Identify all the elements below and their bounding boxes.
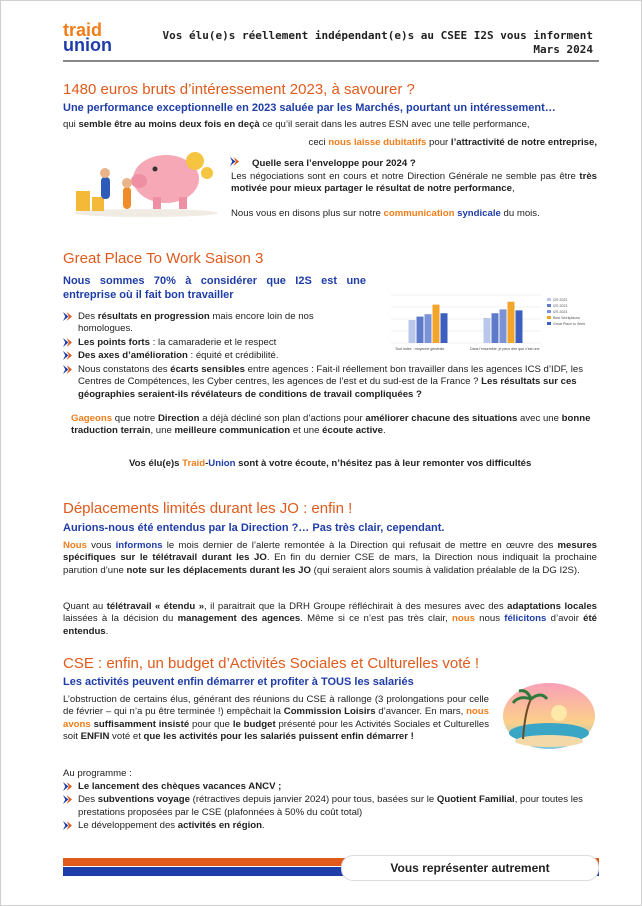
header-text: [163, 29, 593, 57]
chart-category-label: Dans l’ensemble, je peux dire que c’est une: [470, 347, 540, 351]
chart-legend-label: Best Workplaces: [553, 316, 580, 320]
chart-legend-label: I2S 2022: [553, 298, 568, 302]
chart-bar: [441, 313, 448, 343]
chart-legend-swatch: [547, 322, 551, 325]
section3-p1: Nous vous informons le mois dernier de l’alerte remontée à la Direction qui refusait de mettre en œuvre des mesures spécifiques sur le télétravail durant les JO. En fin du dernier CSE de mars, la Direction nous indiquait la prochaine parution d’une note sur les déplacements durant les JO (qui seraient alors soumis à validation préalable de la DG I2S).: [63, 540, 597, 576]
chart-legend-label: I2S 2023: [553, 304, 568, 308]
footer-slogan: Vous représenter autrement: [341, 855, 599, 881]
gptw-bar-chart: [377, 291, 599, 355]
section2-conclusion: Gageons que notre Direction a déjà décliné son plan d’actions pour améliorer chacune des situations avec une bonne traduction terrain, une meilleure communication et une écoute active.: [71, 413, 591, 437]
header-date: Mars 2024: [533, 43, 593, 56]
section4-subtitle: Les activités peuvent enfin démarrer et profiter à TOUS les salariés: [63, 676, 414, 688]
section4-programme-list: [63, 781, 599, 834]
chart-bar: [492, 313, 499, 343]
chart-legend-swatch: [547, 304, 551, 307]
piggy-bank-illustration: [71, 147, 221, 217]
chart-bar: [508, 302, 515, 343]
section1-p2: ceci nous laisse dubitatifs pour l’attractivité de notre entreprise,: [308, 137, 597, 148]
section1-p1: qui semble être au moins deux fois en deçà ce qu’il serait dans les autres ESN avec une telle performance,: [63, 119, 530, 130]
bullet-arrow-icon: [63, 338, 72, 347]
list-item: Des résultats en progression mais encore loin de nos homologues.: [63, 311, 366, 336]
chart-legend-swatch: [547, 310, 551, 313]
chart-legend-label: Great Place to Work: [553, 322, 586, 326]
header-line1: Vos élu(e)s réellement indépendant(e)s au CSEE I2S vous informent: [162, 29, 593, 42]
section2-title: Great Place To Work Saison 3: [63, 250, 264, 267]
section1-subtitle: Une performance exceptionnelle en 2023 saluée par les Marchés, pourtant un intéressement…: [63, 102, 556, 114]
section4-p1: L’obstruction de certains élus, générant des réunions du CSE à rallonge (3 prolongations pour celle de février – qui n’a pu être terminée !) empêchait la Commission Loisirs d’avancer. En mars, nous avons suffisamment insisté pour que le budget présenté pour les Activités Sociales et Culturelles soit ENFIN voté et que les activités pour les salariés puissent enfin démarrer !: [63, 694, 489, 743]
section2-bullets-wide: [63, 364, 599, 402]
chart-category-label: Tout Index : moyenne générale: [395, 347, 445, 351]
traid-union-logo: [63, 20, 112, 55]
chart-bar: [417, 317, 424, 343]
section2-subtitle: Nous sommes 70% à considérer que I2S est une entreprise où il fait bon travailler: [63, 275, 366, 301]
chart-bar: [484, 318, 491, 343]
logo-bottom: union: [63, 35, 112, 55]
bullet-arrow-icon: [63, 365, 72, 374]
beach-sunset-illustration: [501, 681, 597, 751]
logo-top: traid: [63, 20, 103, 40]
section1-title: 1480 euros bruts d’intéressement 2023, à savourer ?: [63, 81, 415, 98]
chart-bar: [409, 320, 416, 343]
section3-p2: Quant au télétravail « étendu », il paraitrait que la DRH Groupe réfléchirait à des mesures avec des adaptations locales laissées à la décision du management des agences. Même si ce n’est pas très clair, nous nous félicitons d’avoir été entendus.: [63, 601, 598, 637]
section2-bullets: [63, 311, 366, 364]
bullet-arrow-icon: [63, 351, 72, 360]
chart-legend-swatch: [547, 298, 551, 301]
section1-p4: Nous vous en disons plus sur notre communication syndicale du mois.: [231, 208, 540, 219]
chart-legend-label: I2S 2024: [553, 310, 568, 314]
chart-bar: [500, 309, 507, 343]
chart-bar: [516, 310, 523, 343]
list-item: Le lancement des chèques vacances ANCV ;: [63, 781, 599, 793]
header-divider: [63, 60, 599, 62]
list-item: Les points forts : la camaraderie et le respect: [63, 337, 366, 349]
list-item: Des subventions voyage (rétractives depuis janvier 2024) pour tous, basées sur le Quotient Familial, pour toutes les prestations proposées par le CSE (plafonnées à 50% du coût total): [63, 794, 599, 819]
section3-title: Déplacements limités durant les JO : enfin !: [63, 500, 353, 517]
bullet-arrow-icon: [63, 782, 72, 791]
section3-subtitle: Aurions-nous été entendus par la Direction ?… Pas très clair, cependant.: [63, 522, 445, 534]
chart-bar: [433, 305, 440, 343]
section4-title: CSE : enfin, un budget d’Activités Sociales et Culturelles voté !: [63, 655, 480, 672]
bullet-arrow-icon: [63, 795, 72, 804]
bullet-arrow-icon: [230, 157, 239, 166]
chart-legend-swatch: [547, 316, 551, 319]
section1-question: Quelle sera l’enveloppe pour 2024 ?: [252, 158, 416, 169]
bullet-arrow-icon: [63, 312, 72, 321]
section2-contact: Vos élu(e)s Traid-Union sont à votre écoute, n’hésitez pas à leur remonter vos difficultés: [129, 458, 532, 469]
section1-p3: Les négociations sont en cours et notre Direction Générale ne semble pas être très motivée pour mieux partager le résultat de notre performance,: [231, 171, 597, 195]
section4-programme-label: Au programme :: [63, 768, 132, 779]
list-item: Le développement des activités en région.: [63, 820, 599, 832]
chart-bar: [425, 314, 432, 343]
list-item: Nous constatons des écarts sensibles entre agences : Fait-il réellement bon travailler dans les agences ICS d’IDF, les Centres de Compétences, les Cyber centres, les agences de l’est et du sud-est de la France ? Les résultats sur ces géographies seraient-ils révélateurs de conditions de travail compliquées ?: [63, 364, 599, 401]
bullet-arrow-icon: [63, 821, 72, 830]
list-item: Des axes d’amélioration : équité et crédibilité.: [63, 350, 366, 362]
